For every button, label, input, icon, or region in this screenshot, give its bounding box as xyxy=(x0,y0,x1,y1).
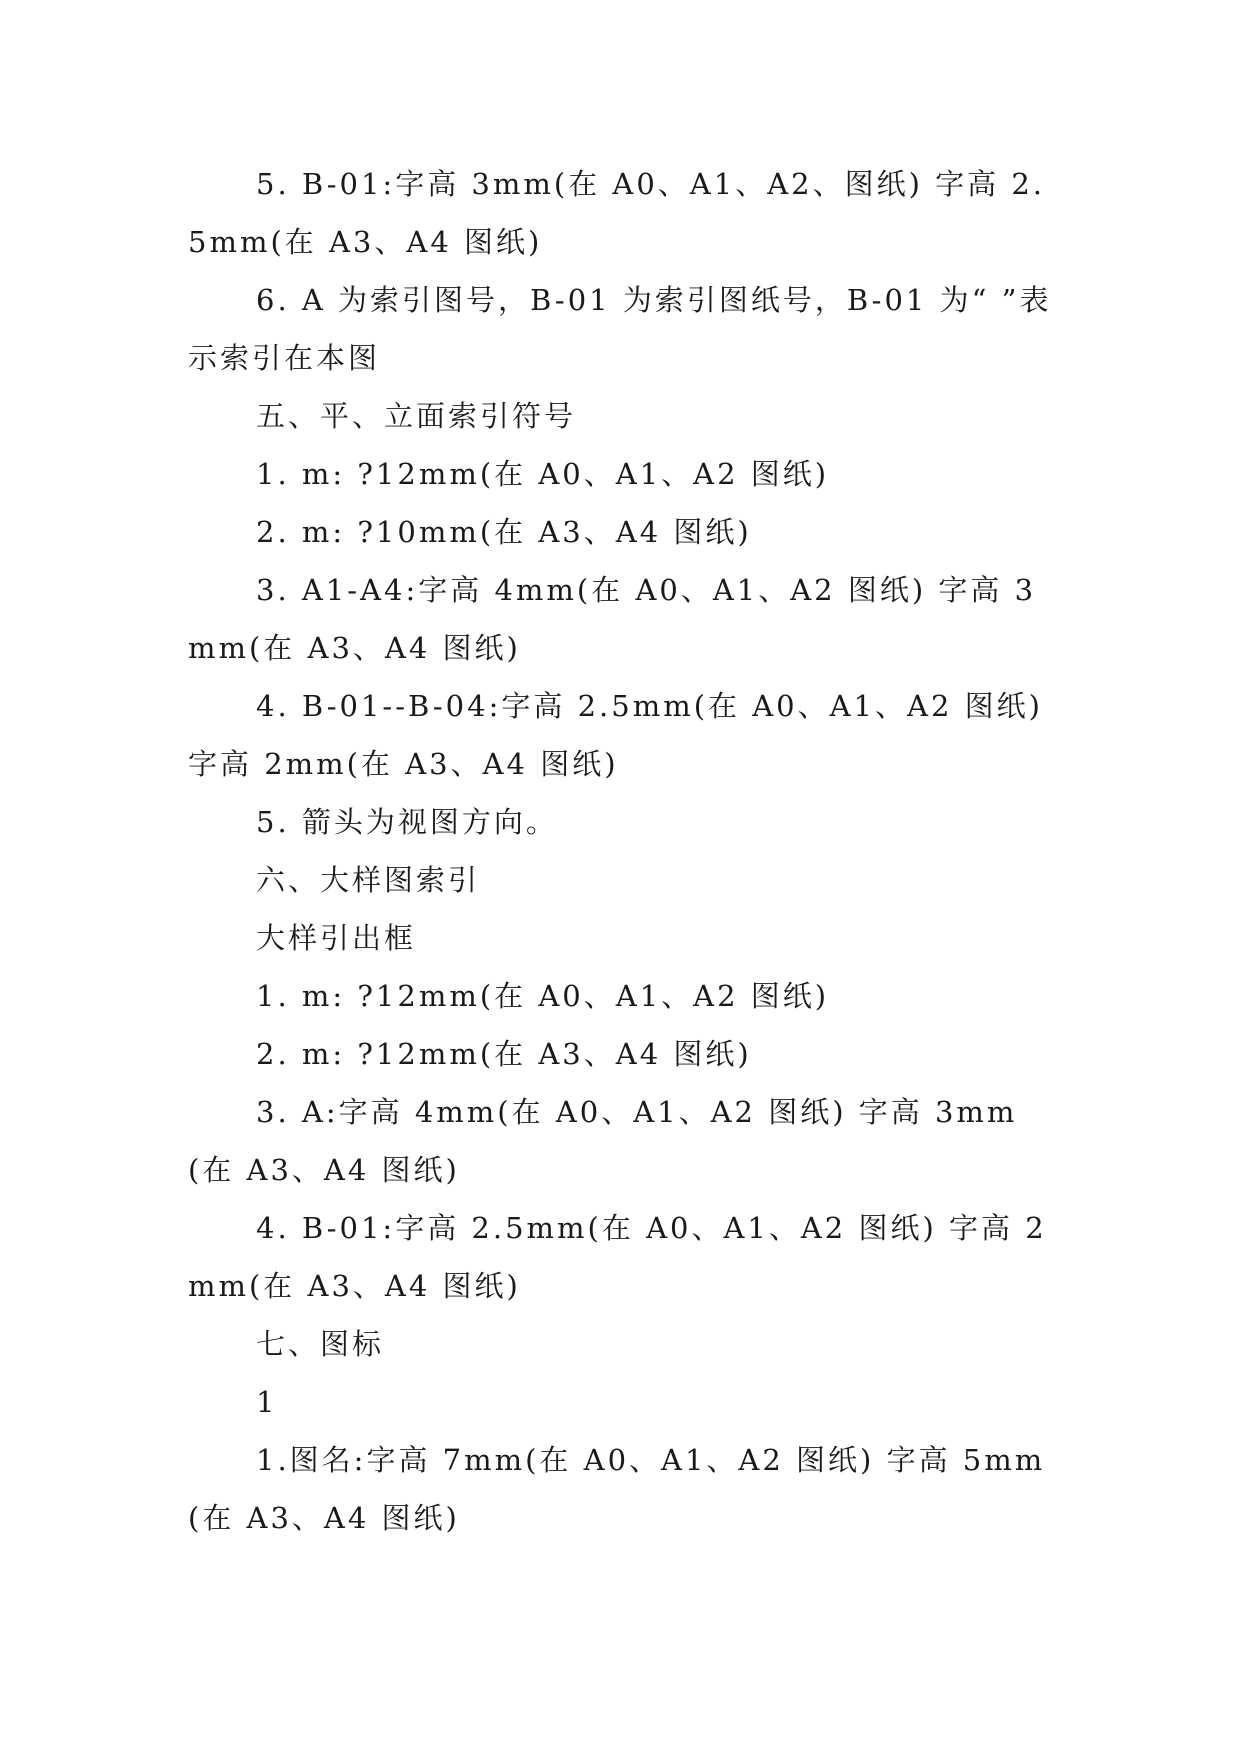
paragraph-number-1: 1 xyxy=(256,1385,278,1419)
section-heading-elevation-index: 五、平、立面索引符号 xyxy=(256,399,577,433)
paragraph-detail-a-text-height: 3. A:字高 4mm(在 A0、A1、A2 图纸) 字高 3mm(在 A3、A4 图纸) xyxy=(188,1095,1018,1187)
paragraph-arrow-direction: 5. 箭头为视图方向。 xyxy=(256,805,558,839)
paragraph-a1-a4-text-height: 3. A1-A4:字高 4mm(在 A0、A1、A2 图纸) 字高 3mm(在 A3、A4 图纸) xyxy=(188,573,1037,665)
paragraph-b01-b04-text-height: 4. B-01--B-04:字高 2.5mm(在 A0、A1、A2 图纸) 字高 2mm(在 A3、A4 图纸) xyxy=(188,689,1043,781)
section-heading-detail-index: 六、大样图索引 xyxy=(256,863,481,897)
paragraph-b01-text-height: 5. B-01:字高 3mm(在 A0、A1、A2、图纸) 字高 2.5mm(在 A3、A4 图纸) xyxy=(188,167,1046,259)
subheading-detail-callout-frame: 大样引出框 xyxy=(256,921,417,955)
paragraph-drawing-name-text-height: 1.图名:字高 7mm(在 A0、A1、A2 图纸) 字高 5mm(在 A3、A4 图纸) xyxy=(188,1443,1046,1535)
paragraph-diameter-a3-a4: 2. m: ?10mm(在 A3、A4 图纸) xyxy=(256,515,752,549)
paragraph-detail-diameter-a3-a4: 2. m: ?12mm(在 A3、A4 图纸) xyxy=(256,1037,752,1071)
document-body xyxy=(188,155,1058,1547)
paragraph-diameter-a0-a2: 1. m: ?12mm(在 A0、A1、A2 图纸) xyxy=(256,457,830,491)
paragraph-index-number-note: 6. A 为索引图号，B-01 为索引图纸号，B-01 为“ ”表示索引在本图 xyxy=(188,283,1052,375)
paragraph-detail-b01-text-height: 4. B-01:字高 2.5mm(在 A0、A1、A2 图纸) 字高 2mm(在 A3、A4 图纸) xyxy=(188,1211,1047,1303)
section-heading-drawing-title: 七、图标 xyxy=(256,1327,385,1361)
paragraph-detail-diameter-a0-a2: 1. m: ?12mm(在 A0、A1、A2 图纸) xyxy=(256,979,830,1013)
